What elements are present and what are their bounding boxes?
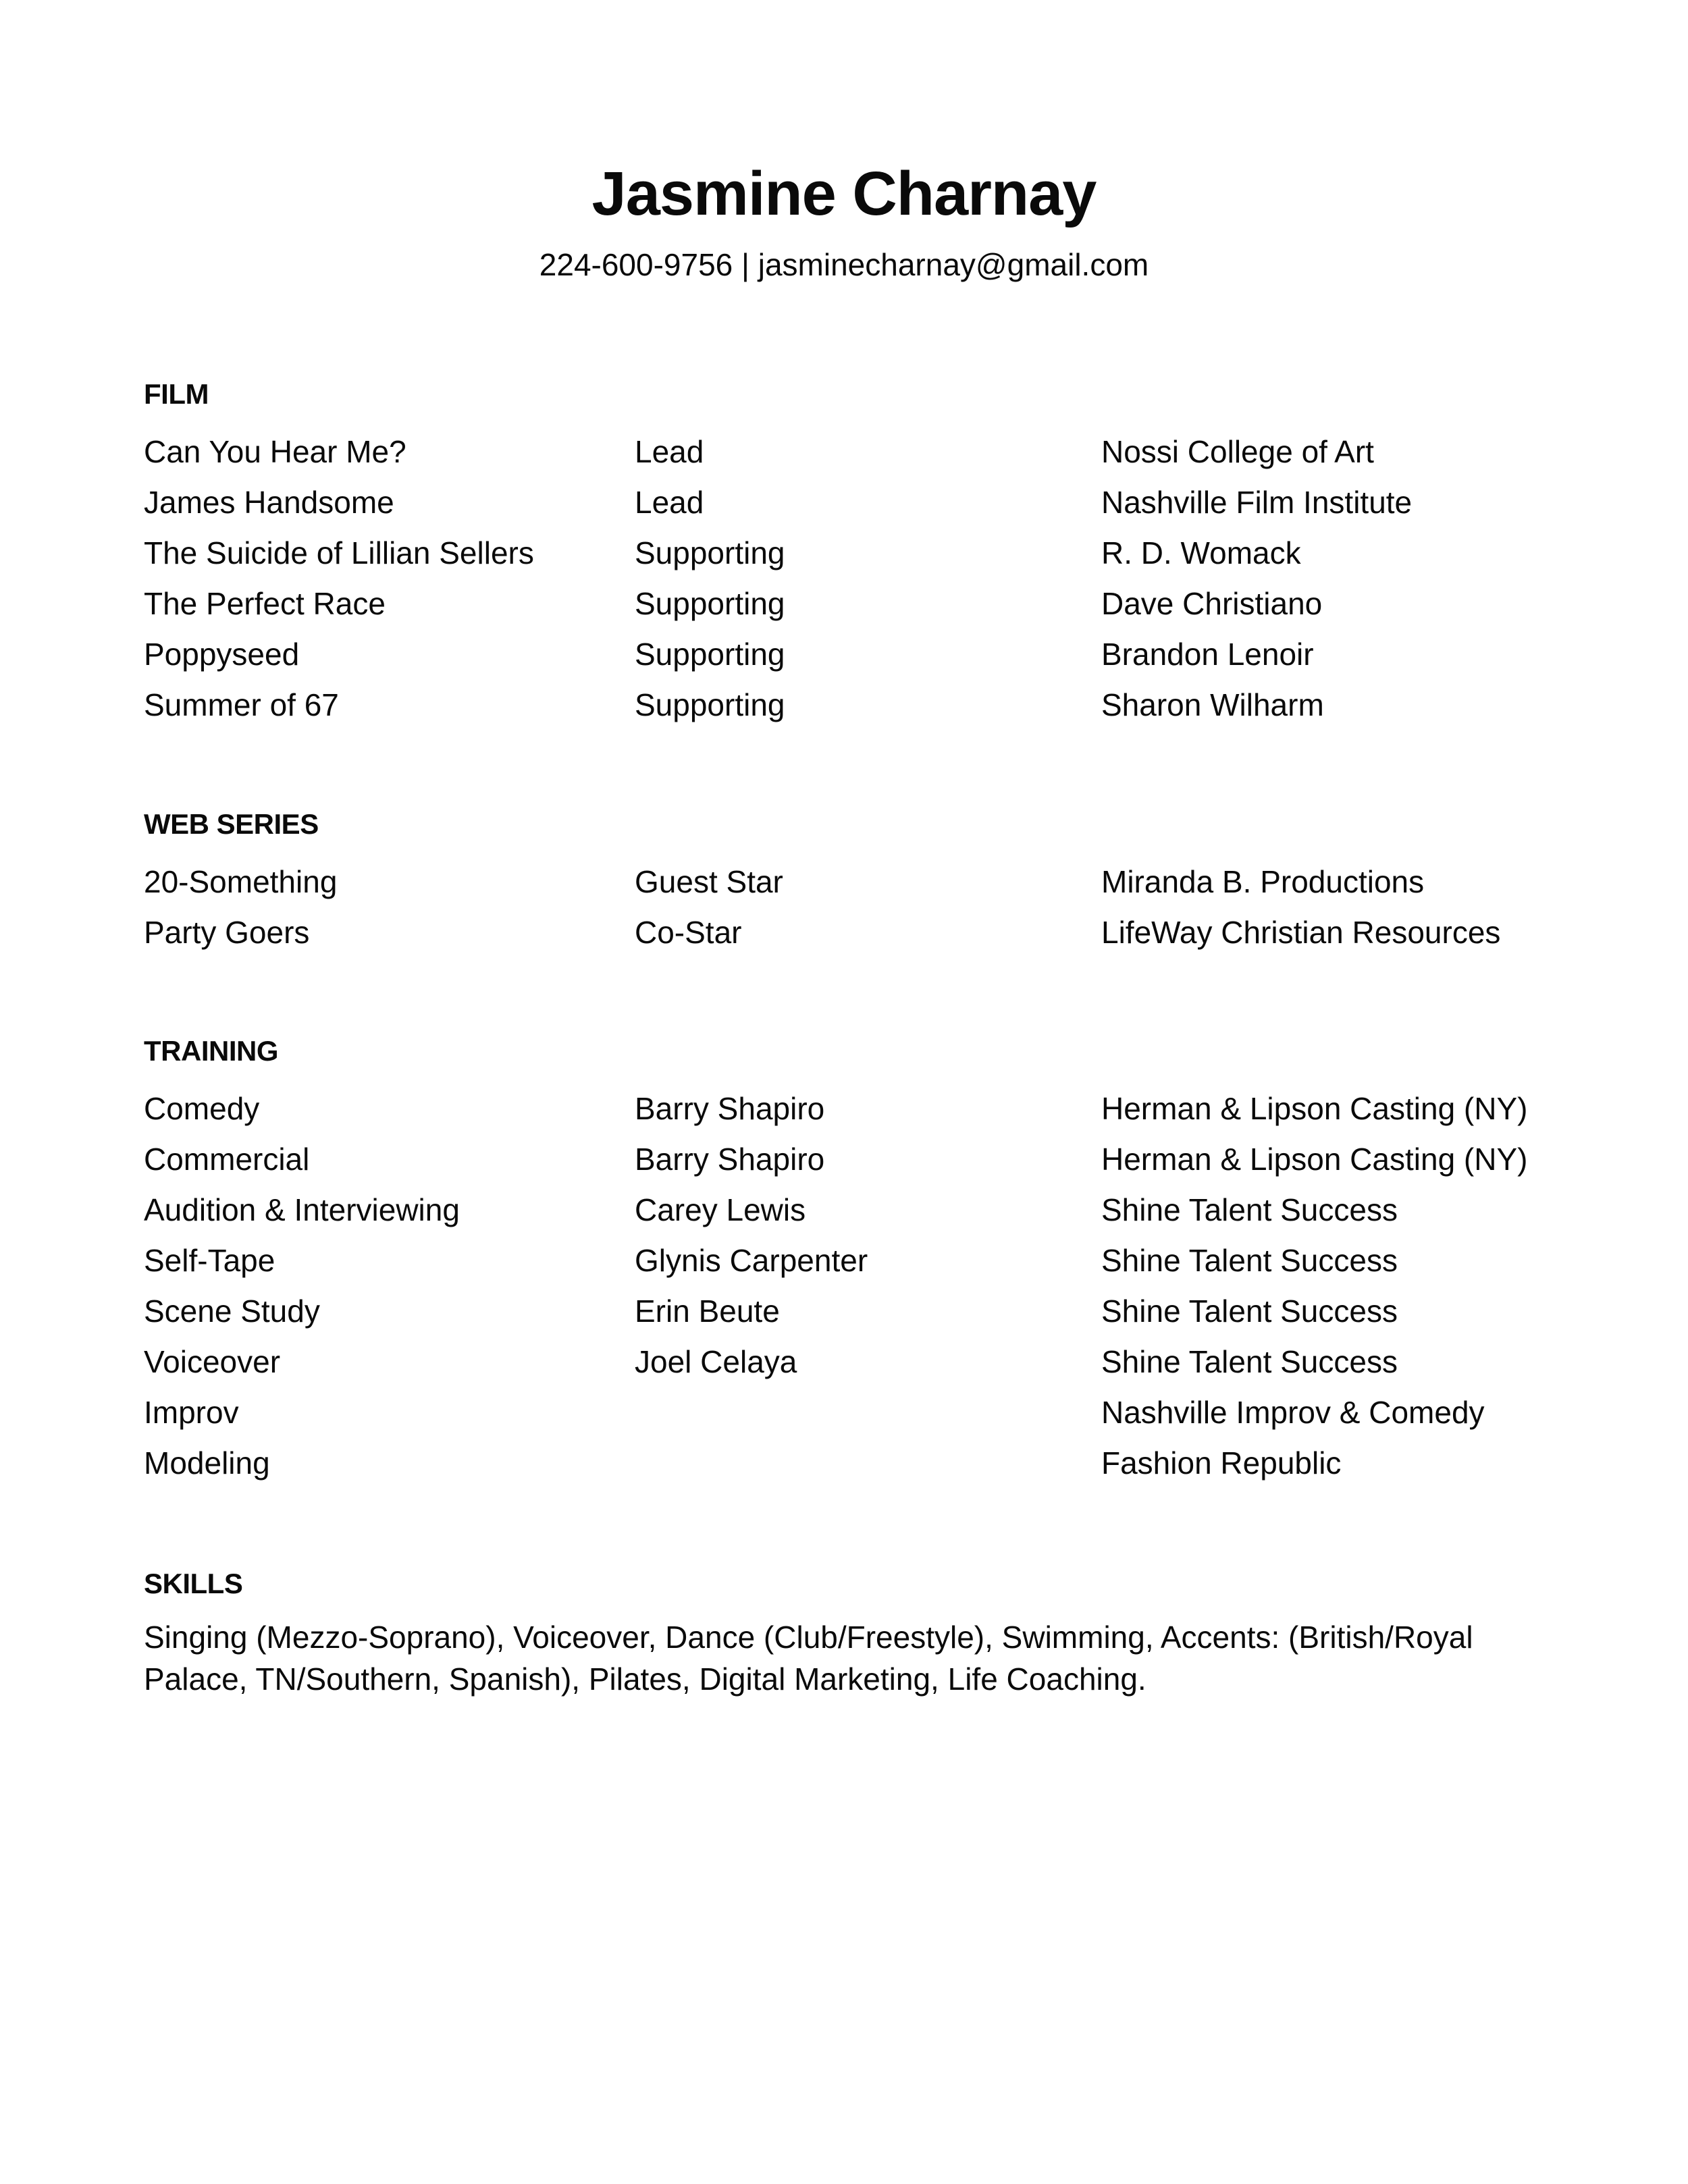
project-title: Poppyseed	[144, 637, 300, 672]
web-series-section	[144, 805, 1562, 958]
company: Miranda B. Productions	[1101, 864, 1425, 899]
company: Nossi College of Art	[1101, 434, 1374, 469]
project-title: James Handsome	[144, 485, 394, 520]
training-subject: Scene Study	[144, 1294, 320, 1329]
project-title: Party Goers	[144, 915, 310, 950]
company: Dave Christiano	[1101, 586, 1323, 621]
table-row	[144, 1235, 1562, 1286]
role: Supporting	[635, 687, 785, 722]
training-subject: Comedy	[144, 1091, 260, 1126]
institution: Nashville Improv & Comedy	[1101, 1395, 1485, 1430]
role: Lead	[635, 434, 704, 469]
institution: Fashion Republic	[1101, 1445, 1342, 1481]
section-title-skills: SKILLS	[144, 1568, 243, 1599]
contact-line: 224-600-9756 | jasminecharnay@gmail.com	[539, 247, 1149, 282]
skills-text: Singing (Mezzo-Soprano), Voiceover, Dance (Club/Freestyle), Swimming, Accents: (British/Royal Palace, TN/Southern, Spanish), Pilates, Digital Marketing, Life Coaching.	[144, 1620, 1473, 1697]
institution: Shine Talent Success	[1101, 1344, 1398, 1379]
table-row	[144, 1387, 1562, 1438]
company: Nashville Film Institute	[1101, 485, 1413, 520]
film-section	[144, 375, 1562, 730]
table-row	[144, 1286, 1562, 1337]
table-row	[144, 857, 1562, 907]
company: Sharon Wilharm	[1101, 687, 1324, 722]
training-subject: Self-Tape	[144, 1243, 275, 1278]
role: Supporting	[635, 637, 785, 672]
project-title: 20-Something	[144, 864, 338, 899]
table-row	[144, 1438, 1562, 1489]
training-subject: Improv	[144, 1395, 239, 1430]
table-row	[144, 680, 1562, 730]
project-title: The Perfect Race	[144, 586, 386, 621]
project-title: Can You Hear Me?	[144, 434, 406, 469]
table-row	[144, 1337, 1562, 1387]
institution: Herman & Lipson Casting (NY)	[1101, 1091, 1528, 1126]
training-subject: Voiceover	[144, 1344, 281, 1379]
table-row	[144, 629, 1562, 680]
institution: Shine Talent Success	[1101, 1243, 1398, 1278]
table-row	[144, 579, 1562, 629]
institution: Herman & Lipson Casting (NY)	[1101, 1142, 1528, 1177]
training-subject: Modeling	[144, 1445, 270, 1481]
table-row	[144, 907, 1562, 958]
instructor: Barry Shapiro	[635, 1091, 825, 1126]
role: Supporting	[635, 535, 785, 570]
table-row	[144, 477, 1562, 528]
project-title: The Suicide of Lillian Sellers	[144, 535, 534, 570]
table-row	[144, 427, 1562, 477]
institution: Shine Talent Success	[1101, 1294, 1398, 1329]
section-title-web-series: WEB SERIES	[144, 808, 319, 840]
role: Supporting	[635, 586, 785, 621]
company: LifeWay Christian Resources	[1101, 915, 1501, 950]
role: Co-Star	[635, 915, 742, 950]
instructor: Glynis Carpenter	[635, 1243, 868, 1278]
training-subject: Audition & Interviewing	[144, 1192, 460, 1227]
instructor: Erin Beute	[635, 1294, 780, 1329]
institution: Shine Talent Success	[1101, 1192, 1398, 1227]
section-title-film: FILM	[144, 378, 209, 410]
training-subject: Commercial	[144, 1142, 310, 1177]
skills-section	[144, 1565, 1562, 1700]
company: Brandon Lenoir	[1101, 637, 1314, 672]
project-title: Summer of 67	[144, 687, 339, 722]
resume-name: Jasmine Charnay	[591, 159, 1097, 228]
table-row	[144, 1185, 1562, 1235]
table-row	[144, 528, 1562, 579]
role: Guest Star	[635, 864, 783, 899]
table-row	[144, 1134, 1562, 1185]
table-row	[144, 1084, 1562, 1134]
section-title-training: TRAINING	[144, 1035, 278, 1067]
company: R. D. Womack	[1101, 535, 1301, 570]
training-section	[144, 1032, 1562, 1489]
role: Lead	[635, 485, 704, 520]
instructor: Joel Celaya	[635, 1344, 797, 1379]
instructor: Barry Shapiro	[635, 1142, 825, 1177]
instructor: Carey Lewis	[635, 1192, 806, 1227]
